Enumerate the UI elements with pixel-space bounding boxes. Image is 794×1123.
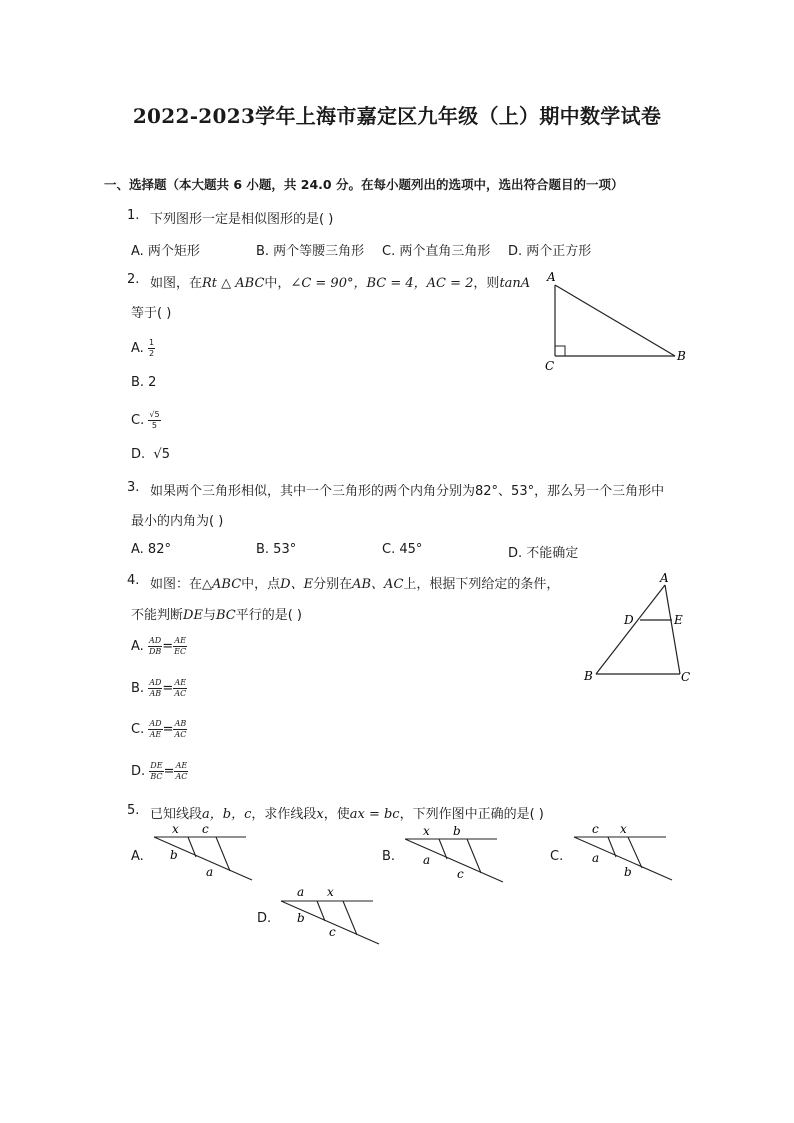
q4-option-a[interactable]: A. $\frac{AD}{DB}$ = $\frac{AE}{EC}$	[131, 636, 187, 656]
q2-option-b[interactable]: B. 2	[131, 375, 157, 390]
q4-number: 4.	[127, 573, 140, 588]
q1-option-a[interactable]: A. 两个矩形	[131, 244, 200, 259]
q3-number: 3.	[127, 480, 140, 495]
q3-option-a[interactable]: A. 82°	[131, 542, 171, 557]
q4-option-d[interactable]: D. $\frac{DE}{BC}$ = $\frac{AE}{AC}$	[131, 761, 188, 781]
q5-a-bottom-1: b	[170, 848, 178, 862]
q4-fig-label-c: C	[681, 670, 691, 684]
q5-a-top-2: c	[202, 822, 209, 836]
q4-stem-cont: 不能判断DE与BC平行的是( )	[131, 608, 302, 623]
q5-option-b-label[interactable]: B.	[382, 849, 396, 864]
q5-option-d-label[interactable]: D.	[257, 911, 272, 926]
section-heading: 一、选择题（本大题共 6 小题，共 24.0 分。在每小题列出的选项中，选出符合题目的一项）	[104, 177, 624, 192]
q1-option-b[interactable]: B. 两个等腰三角形	[256, 244, 365, 259]
q4-triangle-figure	[580, 570, 700, 690]
q3-option-d[interactable]: D. 不能确定	[508, 546, 579, 561]
q3-option-b[interactable]: B. 53°	[256, 542, 297, 557]
q5-d-bottom-1: b	[297, 911, 305, 925]
q5-option-a-label[interactable]: A.	[131, 849, 144, 864]
q5-c-top-2: x	[620, 822, 627, 836]
q1-option-d[interactable]: D. 两个正方形	[508, 244, 592, 259]
q3-stem: 如果两个三角形相似，其中一个三角形的两个内角分别为82°、53°，那么另一个三角形中	[150, 484, 665, 499]
q1-number: 1.	[127, 208, 140, 223]
q4-fig-label-a: A	[660, 571, 669, 585]
q5-option-c-figure[interactable]	[570, 820, 680, 885]
q5-b-top-1: x	[423, 824, 430, 838]
q2-fig-label-c: C	[545, 359, 555, 373]
q5-c-bottom-2: b	[624, 865, 632, 879]
q5-number: 5.	[127, 803, 140, 818]
q4-option-c[interactable]: C. $\frac{AD}{AE}$ = $\frac{AB}{AC}$	[131, 719, 187, 739]
q5-b-top-2: b	[453, 824, 461, 838]
q2-triangle-figure	[540, 272, 700, 377]
q2-stem-cont: 等于( )	[131, 306, 172, 321]
q5-b-bottom-2: c	[457, 867, 464, 881]
q5-option-a-figure[interactable]	[150, 820, 260, 885]
q1-option-c[interactable]: C. 两个直角三角形	[382, 244, 491, 259]
q5-d-top-2: x	[327, 885, 334, 899]
q2-stem: 如图，在Rt △ ABC中，∠C = 90°，BC = 4，AC = 2，则tanA	[150, 276, 531, 291]
q4-option-b[interactable]: B. $\frac{AD}{AB}$ = $\frac{AE}{AC}$	[131, 678, 187, 698]
q5-b-bottom-1: a	[423, 853, 431, 867]
q2-number: 2.	[127, 272, 140, 287]
q4-fig-label-e: E	[674, 613, 683, 627]
q5-option-b-figure[interactable]	[401, 822, 511, 887]
q5-a-top-1: x	[172, 822, 179, 836]
q3-stem-cont: 最小的内角为( )	[131, 514, 224, 529]
q4-fig-label-d: D	[624, 613, 634, 627]
q1-stem: 下列图形一定是相似图形的是( )	[150, 212, 334, 227]
q3-option-c[interactable]: C. 45°	[382, 542, 423, 557]
q5-d-top-1: a	[297, 885, 305, 899]
q2-fig-label-a: A	[547, 270, 556, 284]
q4-fig-label-b: B	[584, 669, 593, 683]
q5-stem: 已知线段a，b，c，求作线段x，使ax = bc，下列作图中正确的是( )	[150, 807, 544, 822]
q2-fig-label-b: B	[677, 349, 686, 363]
q5-c-top-1: c	[592, 822, 599, 836]
q5-option-c-label[interactable]: C.	[550, 849, 564, 864]
q5-option-d-figure[interactable]	[277, 884, 387, 949]
q4-stem: 如图：在△ABC中，点D、E分别在AB、AC上，根据下列给定的条件，	[150, 577, 560, 592]
q2-option-c[interactable]: C. $\frac{√5}{5}$	[131, 410, 160, 430]
q2-option-a[interactable]: A. $\frac{1}{2}$	[131, 338, 155, 358]
q5-a-bottom-2: a	[206, 865, 214, 879]
q5-c-bottom-1: a	[592, 851, 600, 865]
page-title: 2022-2023学年上海市嘉定区九年级（上）期中数学试卷	[132, 104, 662, 128]
q5-d-bottom-2: c	[329, 925, 336, 939]
q2-option-d[interactable]: D. √5	[131, 447, 170, 462]
